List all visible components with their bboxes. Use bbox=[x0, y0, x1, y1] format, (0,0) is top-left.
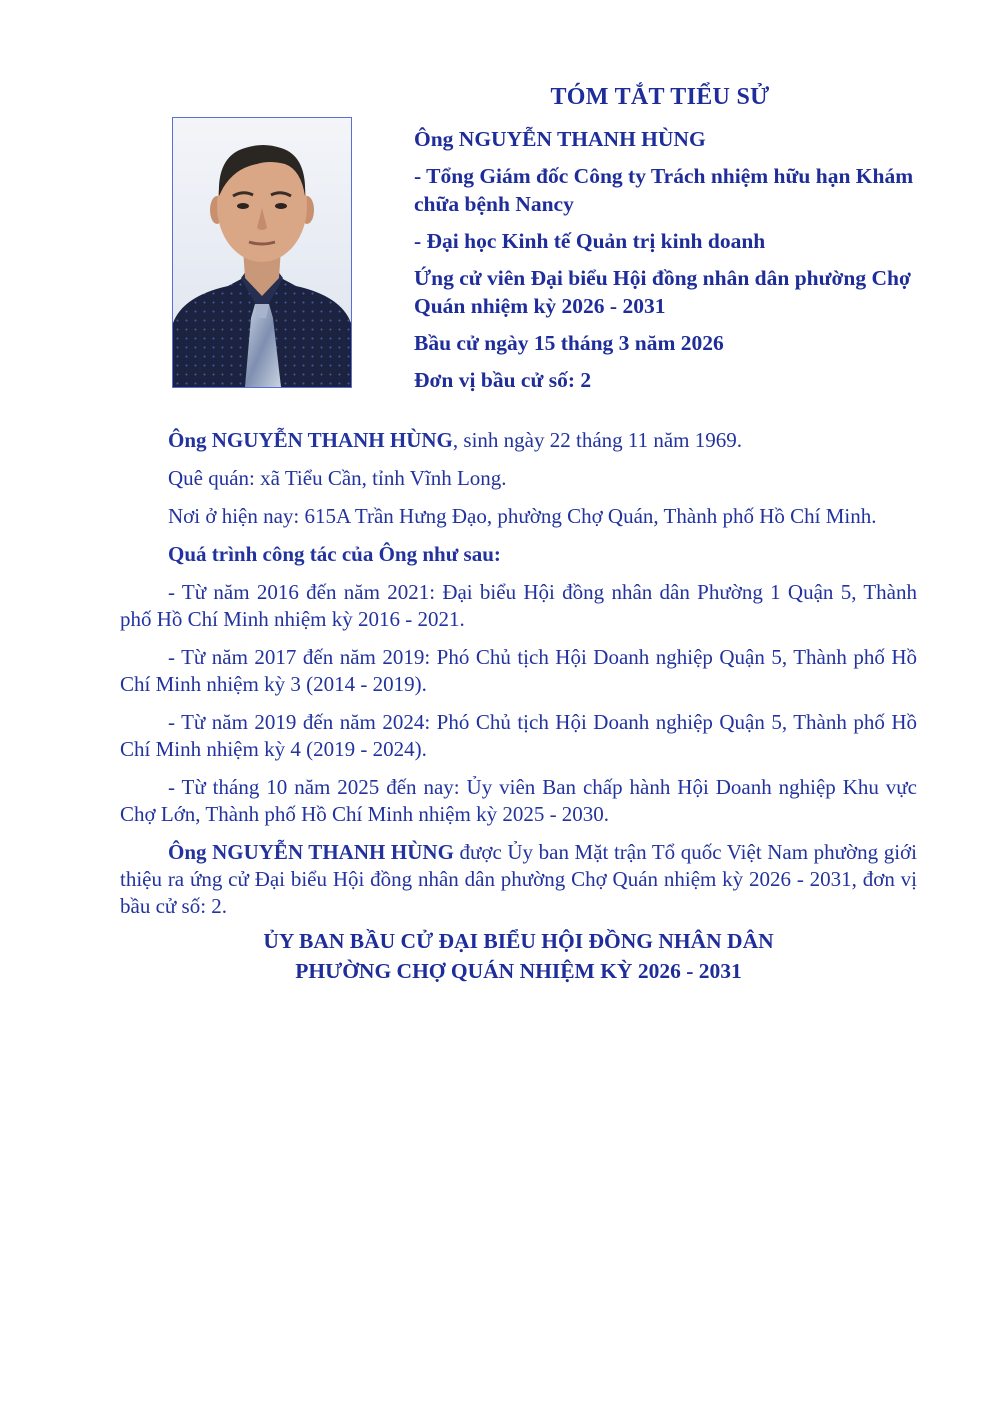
residence-paragraph: Nơi ở hiện nay: 615A Trần Hưng Đạo, phường Chợ Quán, Thành phố Hồ Chí Minh. bbox=[168, 504, 877, 528]
candidate-header bbox=[414, 125, 934, 403]
document-title: TÓM TẮT TIỂU SỬ bbox=[550, 84, 770, 110]
election-date: Bầu cử ngày 15 tháng 3 năm 2026 bbox=[414, 331, 724, 355]
candidate-candidacy: Ứng cử viên Đại biểu Hội đồng nhân dân phường Chợ Quán nhiệm kỳ 2026 - 2031 bbox=[414, 266, 911, 318]
portrait-illustration bbox=[173, 118, 351, 387]
career-item: - Từ năm 2017 đến năm 2019: Phó Chủ tịch Hội Doanh nghiệp Quận 5, Thành phố Hồ Chí Minh nhiệm kỳ 3 (2014 - 2019). bbox=[120, 645, 917, 696]
closing-paragraph bbox=[120, 839, 917, 920]
closing-name: Ông NGUYỄN THANH HÙNG bbox=[168, 840, 454, 864]
candidate-portrait-photo bbox=[172, 117, 352, 388]
electoral-unit: Đơn vị bầu cử số: 2 bbox=[414, 368, 592, 392]
committee-line-2: PHƯỜNG CHỢ QUÁN NHIỆM KỲ 2026 - 2031 bbox=[295, 959, 742, 983]
career-heading: Quá trình công tác của Ông như sau: bbox=[168, 542, 501, 566]
career-item: - Từ tháng 10 năm 2025 đến nay: Ủy viên Ban chấp hành Hội Doanh nghiệp Khu vực Chợ Lớn, Thành phố Hồ Chí Minh nhiệm kỳ 2025 - 2030. bbox=[120, 775, 917, 826]
candidate-position: - Tổng Giám đốc Công ty Trách nhiệm hữu hạn Khám chữa bệnh Nancy bbox=[414, 164, 914, 216]
committee-signature bbox=[120, 926, 917, 986]
intro-paragraph bbox=[120, 427, 917, 454]
intro-name: Ông NGUYỄN THANH HÙNG bbox=[168, 428, 453, 452]
intro-birth: , sinh ngày 22 tháng 11 năm 1969. bbox=[452, 428, 743, 452]
closing-text: được Ủy ban Mặt trận Tổ quốc Việt Nam phường giới thiệu ra ứng cử Đại biểu Hội đồng nhân dân phường Chợ Quán nhiệm kỳ 2026 - 2031, đơn vị bầu cử số: 2. bbox=[120, 840, 917, 918]
hometown-paragraph: Quê quán: xã Tiểu Cần, tỉnh Vĩnh Long. bbox=[168, 466, 507, 490]
candidate-education: - Đại học Kinh tế Quản trị kinh doanh bbox=[414, 229, 766, 253]
committee-line-1: ỦY BAN BẦU CỬ ĐẠI BIỂU HỘI ĐỒNG NHÂN DÂN bbox=[263, 929, 774, 953]
candidate-name-heading: Ông NGUYỄN THANH HÙNG bbox=[414, 127, 706, 151]
career-item: - Từ năm 2019 đến năm 2024: Phó Chủ tịch Hội Doanh nghiệp Quận 5, Thành phố Hồ Chí Minh nhiệm kỳ 4 (2019 - 2024). bbox=[120, 710, 917, 761]
career-item: - Từ năm 2016 đến năm 2021: Đại biểu Hội đồng nhân dân Phường 1 Quận 5, Thành phố Hồ Chí Minh nhiệm kỳ 2016 - 2021. bbox=[120, 580, 917, 631]
biography-body bbox=[120, 427, 917, 931]
